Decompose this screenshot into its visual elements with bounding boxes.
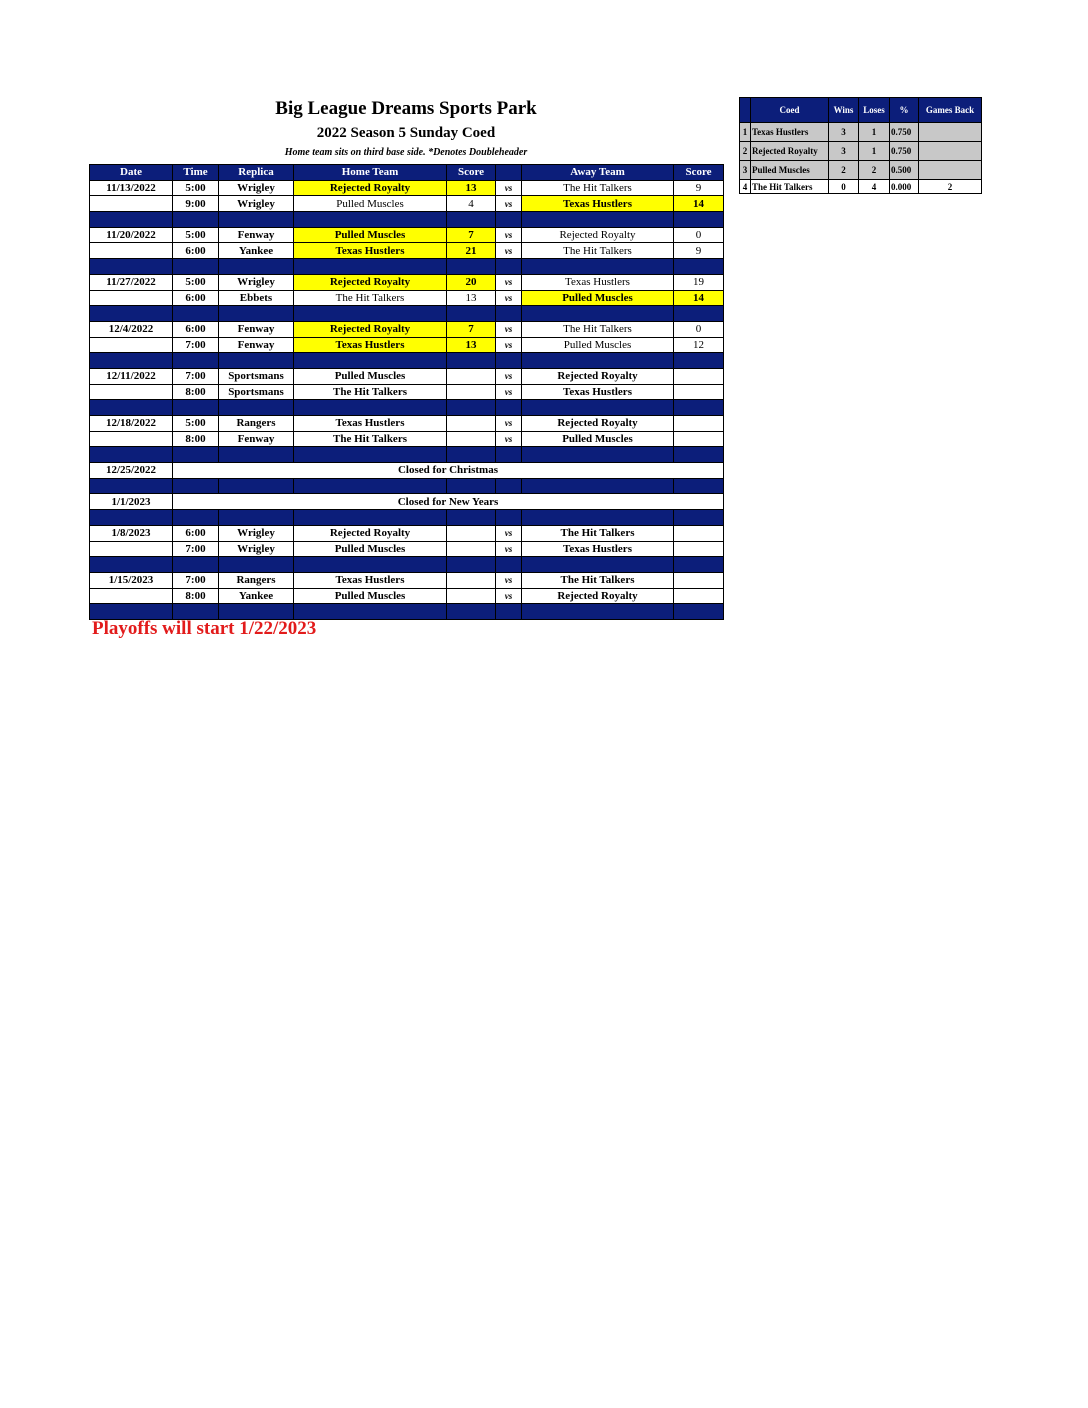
game-row (90, 180, 724, 196)
game-time: 5:00 (173, 416, 219, 432)
standings-team: The Hit Talkers (751, 180, 829, 194)
away-score (674, 525, 724, 541)
separator-cell (522, 400, 674, 416)
header-note: Home team sits on third base side. *Denotes Doubleheader (284, 147, 528, 158)
away-score: 0 (674, 227, 724, 243)
vs-label: vs (496, 572, 522, 588)
separator-cell (496, 212, 522, 228)
game-time: 7:00 (173, 572, 219, 588)
separator-cell (219, 557, 294, 573)
separator-cell (173, 353, 219, 369)
separator-cell (173, 447, 219, 463)
vs-label: vs (496, 243, 522, 259)
away-score: 12 (674, 337, 724, 353)
away-team: The Hit Talkers (522, 572, 674, 588)
game-replica: Fenway (219, 337, 294, 353)
game-date: 1/1/2023 (90, 494, 173, 510)
col-header-away-team: Away Team (522, 165, 674, 181)
standings-wins: 3 (829, 142, 859, 161)
home-team: Pulled Muscles (294, 541, 447, 557)
standings-header-wins: Wins (829, 98, 859, 123)
away-score: 0 (674, 321, 724, 337)
separator-cell (294, 259, 447, 275)
separator-cell (294, 557, 447, 573)
home-team: Pulled Muscles (294, 227, 447, 243)
vs-label: vs (496, 321, 522, 337)
separator-cell (674, 212, 724, 228)
home-team: Pulled Muscles (294, 588, 447, 604)
separator-cell (674, 259, 724, 275)
separator-row (90, 478, 724, 494)
separator-cell (674, 447, 724, 463)
col-header-home-team: Home Team (294, 165, 447, 181)
playoffs-notice: Playoffs will start 1/22/2023 (92, 618, 317, 639)
page-subtitle: 2022 Season 5 Sunday Coed (316, 125, 496, 141)
game-date: 1/8/2023 (90, 525, 173, 541)
game-row (90, 416, 724, 432)
separator-cell (219, 306, 294, 322)
closed-notice: Closed for New Years (173, 494, 724, 510)
separator-cell (173, 306, 219, 322)
game-date (90, 384, 173, 400)
away-team: The Hit Talkers (522, 243, 674, 259)
standings-loses: 1 (859, 142, 890, 161)
away-team: Texas Hustlers (522, 196, 674, 212)
away-score: 14 (674, 290, 724, 306)
game-date (90, 541, 173, 557)
game-replica: Sportsmans (219, 384, 294, 400)
separator-cell (219, 510, 294, 526)
separator-row (90, 447, 724, 463)
col-header-time: Time (173, 165, 219, 181)
vs-label: vs (496, 290, 522, 306)
home-team: Texas Hustlers (294, 243, 447, 259)
separator-cell (219, 259, 294, 275)
game-row (90, 227, 724, 243)
game-time: 5:00 (173, 180, 219, 196)
game-row (90, 384, 724, 400)
standings-team: Pulled Muscles (751, 161, 829, 180)
standings-pct: 0.750 (890, 123, 919, 142)
game-replica: Fenway (219, 321, 294, 337)
col-header-replica: Replica (219, 165, 294, 181)
away-team: The Hit Talkers (522, 321, 674, 337)
game-replica: Fenway (219, 227, 294, 243)
separator-cell (173, 510, 219, 526)
separator-cell (522, 447, 674, 463)
separator-row (90, 212, 724, 228)
standings-games-back (919, 161, 982, 180)
game-time: 7:00 (173, 368, 219, 384)
game-replica: Rangers (219, 572, 294, 588)
vs-label: vs (496, 384, 522, 400)
game-date: 12/18/2022 (90, 416, 173, 432)
home-team: The Hit Talkers (294, 431, 447, 447)
separator-cell (90, 400, 173, 416)
separator-cell (294, 604, 447, 620)
standings-wins: 0 (829, 180, 859, 194)
separator-row (90, 557, 724, 573)
standings-games-back (919, 142, 982, 161)
game-time: 6:00 (173, 525, 219, 541)
vs-label: vs (496, 416, 522, 432)
separator-cell (522, 478, 674, 494)
separator-cell (447, 353, 496, 369)
game-date (90, 243, 173, 259)
separator-cell (674, 478, 724, 494)
separator-cell (219, 353, 294, 369)
away-team: The Hit Talkers (522, 525, 674, 541)
separator-cell (496, 510, 522, 526)
away-team: Pulled Muscles (522, 431, 674, 447)
separator-row (90, 259, 724, 275)
home-team: Rejected Royalty (294, 274, 447, 290)
separator-cell (522, 510, 674, 526)
game-date: 11/27/2022 (90, 274, 173, 290)
game-date: 12/4/2022 (90, 321, 173, 337)
home-score (447, 431, 496, 447)
schedule-body (90, 180, 724, 619)
home-score: 13 (447, 180, 496, 196)
separator-cell (522, 306, 674, 322)
separator-cell (90, 447, 173, 463)
separator-cell (447, 212, 496, 228)
separator-cell (173, 478, 219, 494)
standings-header-games-back: Games Back (919, 98, 982, 123)
away-score (674, 368, 724, 384)
home-score (447, 384, 496, 400)
game-replica: Wrigley (219, 196, 294, 212)
home-score: 20 (447, 274, 496, 290)
home-score (447, 416, 496, 432)
separator-cell (219, 400, 294, 416)
game-replica: Fenway (219, 431, 294, 447)
game-row (90, 337, 724, 353)
standings-rank: 3 (740, 161, 751, 180)
game-replica: Wrigley (219, 180, 294, 196)
separator-cell (447, 400, 496, 416)
separator-cell (674, 557, 724, 573)
home-score: 13 (447, 337, 496, 353)
home-score (447, 541, 496, 557)
game-row (90, 541, 724, 557)
game-date: 1/15/2023 (90, 572, 173, 588)
separator-cell (496, 447, 522, 463)
separator-cell (447, 306, 496, 322)
away-team: Texas Hustlers (522, 384, 674, 400)
game-row (90, 274, 724, 290)
standings-rank: 1 (740, 123, 751, 142)
standings-header-row (740, 98, 982, 123)
separator-cell (90, 510, 173, 526)
standings-body (740, 123, 982, 194)
game-row (90, 290, 724, 306)
game-date (90, 290, 173, 306)
standings-wins: 2 (829, 161, 859, 180)
game-time: 5:00 (173, 227, 219, 243)
separator-cell (496, 557, 522, 573)
standings-header-pct: % (890, 98, 919, 123)
game-row (90, 243, 724, 259)
home-score (447, 525, 496, 541)
separator-cell (496, 478, 522, 494)
home-score: 7 (447, 227, 496, 243)
standings-pct: 0.500 (890, 161, 919, 180)
game-time: 5:00 (173, 274, 219, 290)
separator-cell (90, 259, 173, 275)
separator-cell (294, 212, 447, 228)
vs-label: vs (496, 525, 522, 541)
separator-cell (496, 353, 522, 369)
away-score (674, 416, 724, 432)
game-time: 6:00 (173, 290, 219, 306)
separator-cell (674, 306, 724, 322)
game-replica: Wrigley (219, 525, 294, 541)
closed-row (90, 494, 724, 510)
standings-games-back (919, 123, 982, 142)
away-score: 9 (674, 243, 724, 259)
separator-cell (522, 353, 674, 369)
home-team: The Hit Talkers (294, 290, 447, 306)
home-team: The Hit Talkers (294, 384, 447, 400)
separator-cell (90, 306, 173, 322)
game-replica: Sportsmans (219, 368, 294, 384)
schedule-table (89, 164, 724, 620)
game-row (90, 588, 724, 604)
game-time: 9:00 (173, 196, 219, 212)
standings-pct: 0.750 (890, 142, 919, 161)
game-time: 6:00 (173, 243, 219, 259)
vs-label: vs (496, 227, 522, 243)
game-row (90, 572, 724, 588)
separator-cell (496, 306, 522, 322)
col-header-date: Date (90, 165, 173, 181)
separator-row (90, 510, 724, 526)
standings-pct: 0.000 (890, 180, 919, 194)
game-time: 8:00 (173, 431, 219, 447)
separator-cell (219, 447, 294, 463)
separator-cell (496, 604, 522, 620)
schedule-header-row (90, 165, 724, 181)
separator-cell (522, 259, 674, 275)
game-time: 6:00 (173, 321, 219, 337)
separator-cell (173, 259, 219, 275)
standings-games-back: 2 (919, 180, 982, 194)
col-header-away-score: Score (674, 165, 724, 181)
home-team: Pulled Muscles (294, 196, 447, 212)
home-score (447, 588, 496, 604)
separator-cell (90, 212, 173, 228)
game-date (90, 196, 173, 212)
away-score (674, 541, 724, 557)
vs-label: vs (496, 431, 522, 447)
game-row (90, 431, 724, 447)
game-row (90, 368, 724, 384)
separator-cell (447, 557, 496, 573)
vs-label: vs (496, 274, 522, 290)
away-team: Pulled Muscles (522, 337, 674, 353)
separator-cell (294, 306, 447, 322)
separator-cell (173, 400, 219, 416)
separator-row (90, 400, 724, 416)
home-team: Texas Hustlers (294, 416, 447, 432)
standings-wins: 3 (829, 123, 859, 142)
separator-cell (522, 212, 674, 228)
separator-cell (522, 604, 674, 620)
standings-header-coed: Coed (751, 98, 829, 123)
page-title: Big League Dreams Sports Park (275, 98, 537, 119)
away-team: Pulled Muscles (522, 290, 674, 306)
separator-cell (294, 478, 447, 494)
standings-header-loses: Loses (859, 98, 890, 123)
vs-label: vs (496, 588, 522, 604)
away-team: Rejected Royalty (522, 368, 674, 384)
separator-cell (173, 212, 219, 228)
closed-notice: Closed for Christmas (173, 463, 724, 479)
separator-cell (173, 557, 219, 573)
home-score: 13 (447, 290, 496, 306)
separator-cell (674, 604, 724, 620)
separator-cell (674, 400, 724, 416)
standings-row (740, 123, 982, 142)
game-time: 7:00 (173, 541, 219, 557)
away-team: The Hit Talkers (522, 180, 674, 196)
standings-loses: 4 (859, 180, 890, 194)
separator-cell (294, 353, 447, 369)
game-date: 11/13/2022 (90, 180, 173, 196)
separator-cell (294, 400, 447, 416)
home-score (447, 368, 496, 384)
game-date: 11/20/2022 (90, 227, 173, 243)
vs-label: vs (496, 196, 522, 212)
separator-cell (674, 510, 724, 526)
separator-row (90, 353, 724, 369)
game-date: 12/11/2022 (90, 368, 173, 384)
home-score: 21 (447, 243, 496, 259)
separator-row (90, 306, 724, 322)
game-replica: Wrigley (219, 541, 294, 557)
away-score: 14 (674, 196, 724, 212)
game-time: 8:00 (173, 384, 219, 400)
game-date (90, 588, 173, 604)
separator-cell (90, 478, 173, 494)
game-row (90, 321, 724, 337)
home-team: Texas Hustlers (294, 572, 447, 588)
separator-cell (447, 510, 496, 526)
standings-rank: 4 (740, 180, 751, 194)
away-team: Rejected Royalty (522, 416, 674, 432)
standings-loses: 1 (859, 123, 890, 142)
game-replica: Ebbets (219, 290, 294, 306)
away-score (674, 431, 724, 447)
standings-rank: 2 (740, 142, 751, 161)
home-team: Rejected Royalty (294, 180, 447, 196)
standings-team: Rejected Royalty (751, 142, 829, 161)
separator-cell (447, 259, 496, 275)
vs-label: vs (496, 368, 522, 384)
separator-cell (219, 478, 294, 494)
separator-cell (447, 604, 496, 620)
home-score: 7 (447, 321, 496, 337)
separator-cell (522, 557, 674, 573)
standings-row (740, 142, 982, 161)
away-score (674, 588, 724, 604)
away-team: Texas Hustlers (522, 541, 674, 557)
game-date: 12/25/2022 (90, 463, 173, 479)
home-team: Texas Hustlers (294, 337, 447, 353)
game-time: 8:00 (173, 588, 219, 604)
separator-cell (294, 447, 447, 463)
game-date (90, 337, 173, 353)
standings-table (739, 97, 982, 194)
game-replica: Yankee (219, 588, 294, 604)
game-date (90, 431, 173, 447)
separator-cell (294, 510, 447, 526)
separator-cell (496, 259, 522, 275)
away-score: 19 (674, 274, 724, 290)
home-team: Rejected Royalty (294, 321, 447, 337)
separator-cell (447, 447, 496, 463)
home-team: Pulled Muscles (294, 368, 447, 384)
standings-row (740, 161, 982, 180)
standings-loses: 2 (859, 161, 890, 180)
separator-cell (674, 353, 724, 369)
standings-row (740, 180, 982, 194)
closed-row (90, 463, 724, 479)
vs-label: vs (496, 541, 522, 557)
away-score (674, 572, 724, 588)
away-team: Rejected Royalty (522, 588, 674, 604)
col-header-vs (496, 165, 522, 181)
home-score: 4 (447, 196, 496, 212)
home-score (447, 572, 496, 588)
vs-label: vs (496, 337, 522, 353)
vs-label: vs (496, 180, 522, 196)
away-score: 9 (674, 180, 724, 196)
separator-cell (90, 557, 173, 573)
standings-team: Texas Hustlers (751, 123, 829, 142)
separator-cell (496, 400, 522, 416)
game-replica: Yankee (219, 243, 294, 259)
game-row (90, 525, 724, 541)
away-team: Rejected Royalty (522, 227, 674, 243)
separator-cell (90, 353, 173, 369)
separator-cell (219, 212, 294, 228)
game-time: 7:00 (173, 337, 219, 353)
away-team: Texas Hustlers (522, 274, 674, 290)
home-team: Rejected Royalty (294, 525, 447, 541)
game-replica: Wrigley (219, 274, 294, 290)
away-score (674, 384, 724, 400)
game-replica: Rangers (219, 416, 294, 432)
game-row (90, 196, 724, 212)
col-header-home-score: Score (447, 165, 496, 181)
separator-cell (447, 478, 496, 494)
standings-header-rank (740, 98, 751, 123)
